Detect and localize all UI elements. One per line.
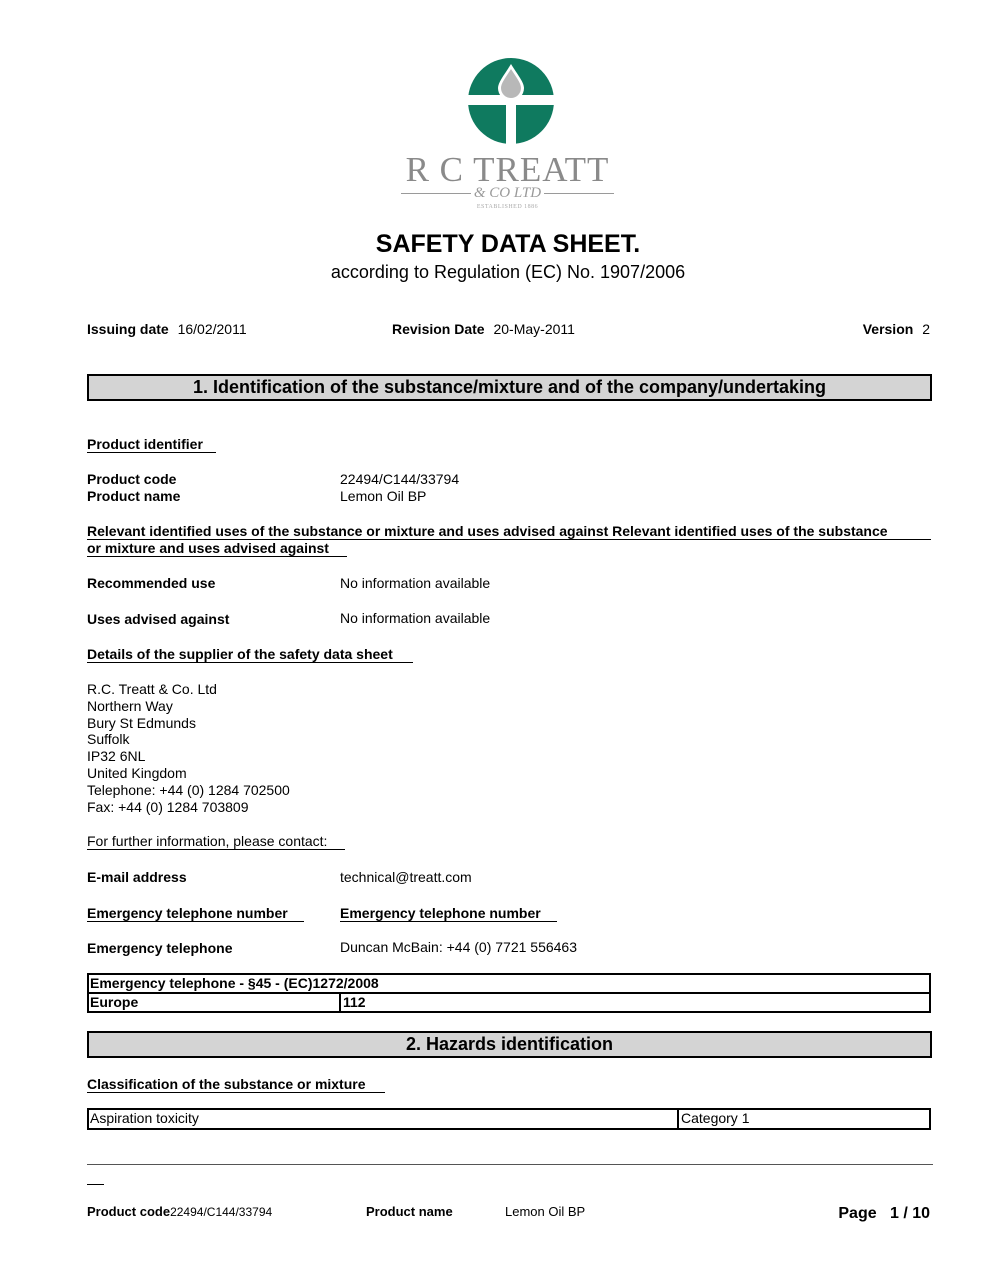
product-identifier-heading: Product identifier [87, 436, 203, 452]
address-line: R.C. Treatt & Co. Ltd [87, 681, 217, 697]
section-2-header: 2. Hazards identification [87, 1031, 932, 1058]
underline [87, 556, 347, 557]
footer-product-code [87, 1204, 272, 1219]
document-title: SAFETY DATA SHEET. [375, 230, 641, 258]
address-line: Telephone: +44 (0) 1284 702500 [87, 781, 290, 798]
address-line: Bury St Edmunds [87, 714, 196, 731]
treatt-emblem-icon [395, 56, 620, 148]
logo-sub-text: & CO LTD [473, 185, 542, 201]
issuing-date-value: 16/02/2011 [177, 321, 247, 337]
uses-heading-line-1: Relevant identified uses of the substance or mixture and uses advised against Relevant identified uses of the substance [87, 523, 888, 539]
underline [87, 452, 216, 453]
issuing-date [87, 321, 247, 339]
classification-heading: Classification of the substance or mixture [87, 1076, 366, 1092]
document-subtitle: according to Regulation (EC) No. 1907/2006 [330, 262, 686, 282]
address-line: United Kingdom [87, 764, 187, 781]
product-name-value: Lemon Oil BP [340, 488, 427, 504]
footer-page-value: 1 / 10 [889, 1205, 930, 1222]
email-label: E-mail address [87, 869, 187, 885]
hazard-category: Category 1 [681, 1110, 750, 1126]
uses-advised-against-value: No information available [340, 610, 491, 626]
emergency-table-header: Emergency telephone - §45 - (EC)1272/2008 [90, 975, 379, 991]
hazard-class: Aspiration toxicity [89, 1110, 679, 1128]
section-1-header: 1. Identification of the substance/mixture and of the company/undertaking [87, 374, 932, 401]
emergency-heading-left: Emergency telephone number [87, 905, 288, 921]
version [863, 321, 930, 339]
version-value: 2 [922, 321, 930, 337]
emergency-heading-right: Emergency telephone number [340, 905, 541, 921]
revision-date-value: 20-May-2011 [493, 321, 575, 337]
underline [87, 662, 413, 663]
footer-dash [87, 1184, 104, 1185]
emergency-table-header-row [87, 973, 931, 994]
version-label: Version [862, 321, 914, 337]
underline [87, 921, 304, 922]
address-line: IP32 6NL [87, 748, 146, 765]
footer-page-label: Page [838, 1205, 877, 1222]
logo-subline [401, 186, 614, 202]
footer-rule [87, 1164, 933, 1165]
emergency-table-region: Europe [89, 994, 341, 1011]
footer-product-name-label: Product name [366, 1204, 453, 1219]
uses-advised-against-label: Uses advised against [87, 611, 230, 627]
logo-wordmark: R C TREATT [405, 150, 610, 189]
uses-heading-line-2: or mixture and uses advised against [87, 540, 329, 556]
product-code-label: Product code [87, 471, 177, 487]
address-line: Fax: +44 (0) 1284 703809 [87, 798, 249, 815]
recommended-use-label: Recommended use [87, 575, 216, 591]
footer-product-code-label: Product code [87, 1204, 171, 1219]
footer-page-number [838, 1205, 930, 1223]
supplier-heading: Details of the supplier of the safety data sheet [87, 646, 393, 662]
emergency-table-row [87, 992, 931, 1013]
underline [87, 1092, 385, 1093]
underline [340, 921, 557, 922]
address-line: Suffolk [87, 731, 130, 748]
hazard-table-row [87, 1108, 931, 1130]
recommended-use-value: No information available [340, 575, 491, 591]
further-info-text: For further information, please contact: [87, 833, 328, 849]
logo-established: ESTABLISHED 1886 [476, 204, 539, 210]
revision-date-label: Revision Date [392, 321, 485, 337]
emergency-telephone-value: Duncan McBain: +44 (0) 7721 556463 [340, 939, 577, 955]
product-code-value: 22494/C144/33794 [340, 471, 460, 487]
footer-product-code-value: 22494/C144/33794 [170, 1205, 273, 1219]
emergency-telephone-label: Emergency telephone [87, 940, 233, 956]
underline [87, 849, 345, 850]
footer-product-name-value: Lemon Oil BP [505, 1204, 586, 1219]
supplier-address [87, 681, 290, 815]
product-name-label: Product name [87, 488, 181, 504]
issuing-date-label: Issuing date [87, 321, 169, 337]
address-line: Northern Way [87, 697, 173, 714]
revision-date [392, 321, 575, 339]
company-logo [395, 56, 620, 216]
emergency-table-number: 112 [343, 994, 366, 1010]
email-value[interactable]: technical@treatt.com [340, 869, 472, 885]
